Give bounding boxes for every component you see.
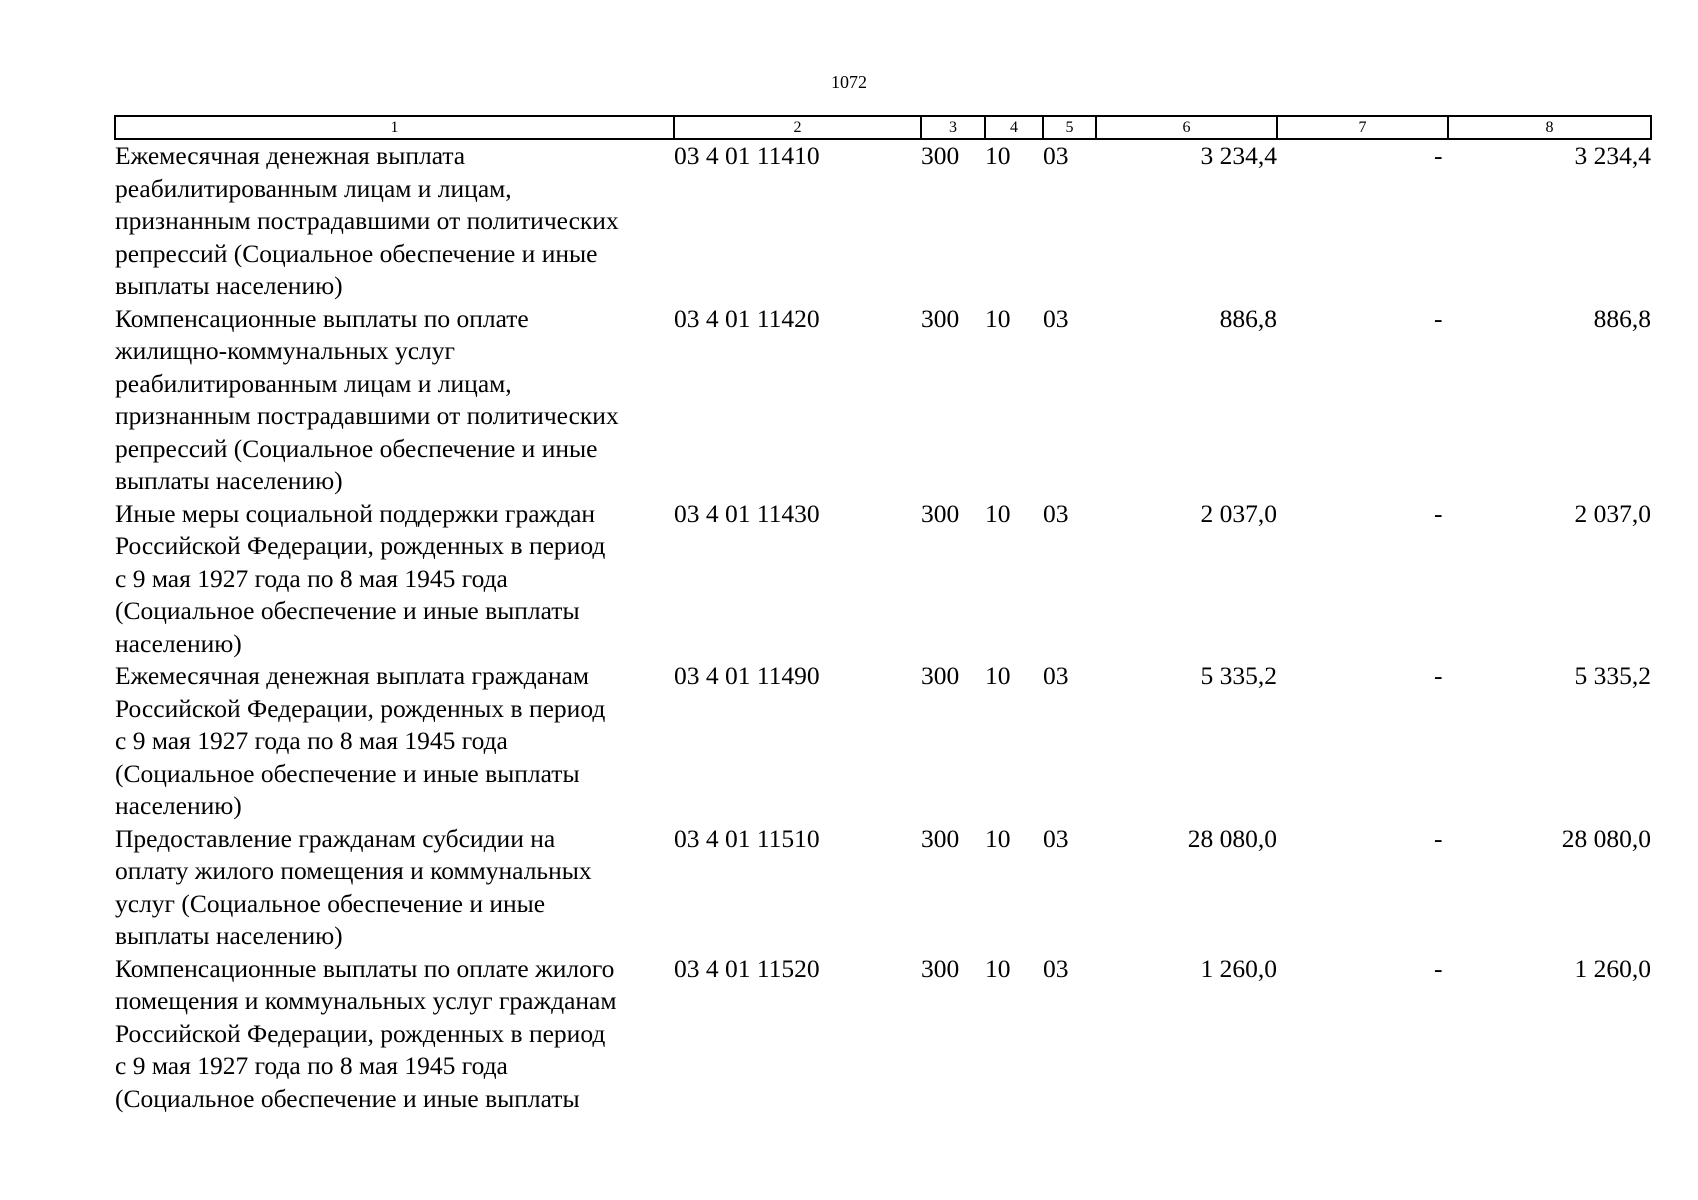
row-change: - <box>1434 141 1443 170</box>
row-amount: 28 080,0 <box>1187 823 1277 853</box>
row-expense-type: 300 <box>921 661 960 690</box>
row-total: 5 335,2 <box>1574 661 1651 690</box>
row-subsection: 03 <box>1043 661 1069 690</box>
row-change-cell <box>1277 139 1448 303</box>
column-header-7: 7 <box>1277 116 1448 139</box>
row-amount: 1 260,0 <box>1200 953 1277 983</box>
column-header-4: 4 <box>985 116 1043 139</box>
row-subsection: 03 <box>1043 141 1069 170</box>
column-header-1: 1 <box>115 116 674 139</box>
row-change: - <box>1434 953 1443 983</box>
row-change: - <box>1434 498 1443 528</box>
row-description: Иные меры социальной поддержки граждан Российской Федерации, рожденных в период с 9 мая 1927 года по 8 мая 1945 года (Социальное обеспечение и иные выплаты населению) <box>115 498 606 658</box>
page-number: 1072 <box>831 72 867 92</box>
table-row <box>115 660 1651 823</box>
row-target-code: 03 4 01 11430 <box>674 498 820 528</box>
row-total: 1 260,0 <box>1574 953 1651 983</box>
row-target-code: 03 4 01 11510 <box>674 823 820 853</box>
row-change-cell <box>1277 953 1448 1116</box>
row-subsection: 03 <box>1043 953 1069 983</box>
budget-table <box>114 115 1652 1115</box>
table-row <box>115 498 1651 661</box>
row-section: 10 <box>985 141 1011 170</box>
table-header <box>115 116 1651 139</box>
table-body <box>115 139 1651 1115</box>
row-section: 10 <box>985 303 1011 333</box>
row-total: 3 234,4 <box>1574 141 1651 170</box>
row-description: Предоставление гражданам субсидии на оплату жилого помещения и коммунальных услуг (Социальное обеспечение и иные выплаты населению) <box>115 823 592 950</box>
row-amount: 3 234,4 <box>1200 141 1277 170</box>
row-section: 10 <box>985 953 1011 983</box>
column-header-8: 8 <box>1448 116 1651 139</box>
table-row <box>115 823 1651 953</box>
row-expense-type: 300 <box>921 953 960 983</box>
row-amount: 2 037,0 <box>1200 498 1277 528</box>
row-target-code: 03 4 01 11490 <box>674 661 820 690</box>
row-amount: 5 335,2 <box>1200 661 1277 690</box>
column-header-3: 3 <box>921 116 985 139</box>
row-section: 10 <box>985 661 1011 690</box>
row-change-cell <box>1277 498 1448 661</box>
header-row <box>115 116 1651 139</box>
row-subsection: 03 <box>1043 303 1069 333</box>
row-subsection: 03 <box>1043 498 1069 528</box>
table-row <box>115 953 1651 1116</box>
row-total: 28 080,0 <box>1561 823 1651 853</box>
row-total: 2 037,0 <box>1574 498 1651 528</box>
row-change-cell <box>1277 823 1448 953</box>
row-subsection: 03 <box>1043 823 1069 853</box>
row-description: Ежемесячная денежная выплата реабилитированным лицам и лицам, признанным пострадавшими от политических репрессий (Социальное обеспечение и иные выплаты населению) <box>115 141 619 300</box>
row-change: - <box>1434 661 1443 690</box>
row-target-code: 03 4 01 11420 <box>674 303 820 333</box>
column-header-5: 5 <box>1043 116 1096 139</box>
row-change: - <box>1434 823 1443 853</box>
column-header-6: 6 <box>1096 116 1277 139</box>
row-amount: 886,8 <box>1219 303 1277 333</box>
table-row <box>115 139 1651 303</box>
row-description: Компенсационные выплаты по оплате жилищно-коммунальных услуг реабилитированным лицам и лицам, признанным пострадавшими от политических репрессий (Социальное обеспечение и иные выплаты населению) <box>115 303 619 495</box>
row-total: 886,8 <box>1593 303 1651 333</box>
row-target-code: 03 4 01 11520 <box>674 953 820 983</box>
row-expense-type: 300 <box>921 498 960 528</box>
row-description: Компенсационные выплаты по оплате жилого помещения и коммунальных услуг гражданам Российской Федерации, рожденных в период с 9 мая 1927 года по 8 мая 1945 года (Социальное обеспечение и иные выплаты <box>115 953 617 1113</box>
row-target-code: 03 4 01 11410 <box>674 141 820 170</box>
row-change: - <box>1434 303 1443 333</box>
row-change-cell <box>1277 303 1448 498</box>
row-expense-type: 300 <box>921 141 960 170</box>
row-expense-type: 300 <box>921 823 960 853</box>
row-change-cell <box>1277 660 1448 823</box>
column-header-2: 2 <box>674 116 921 139</box>
row-section: 10 <box>985 498 1011 528</box>
row-section: 10 <box>985 823 1011 853</box>
table-row <box>115 303 1651 498</box>
row-description: Ежемесячная денежная выплата гражданам Российской Федерации, рожденных в период с 9 мая 1927 года по 8 мая 1945 года (Социальное обеспечение и иные выплаты населению) <box>115 661 606 820</box>
row-expense-type: 300 <box>921 303 960 333</box>
